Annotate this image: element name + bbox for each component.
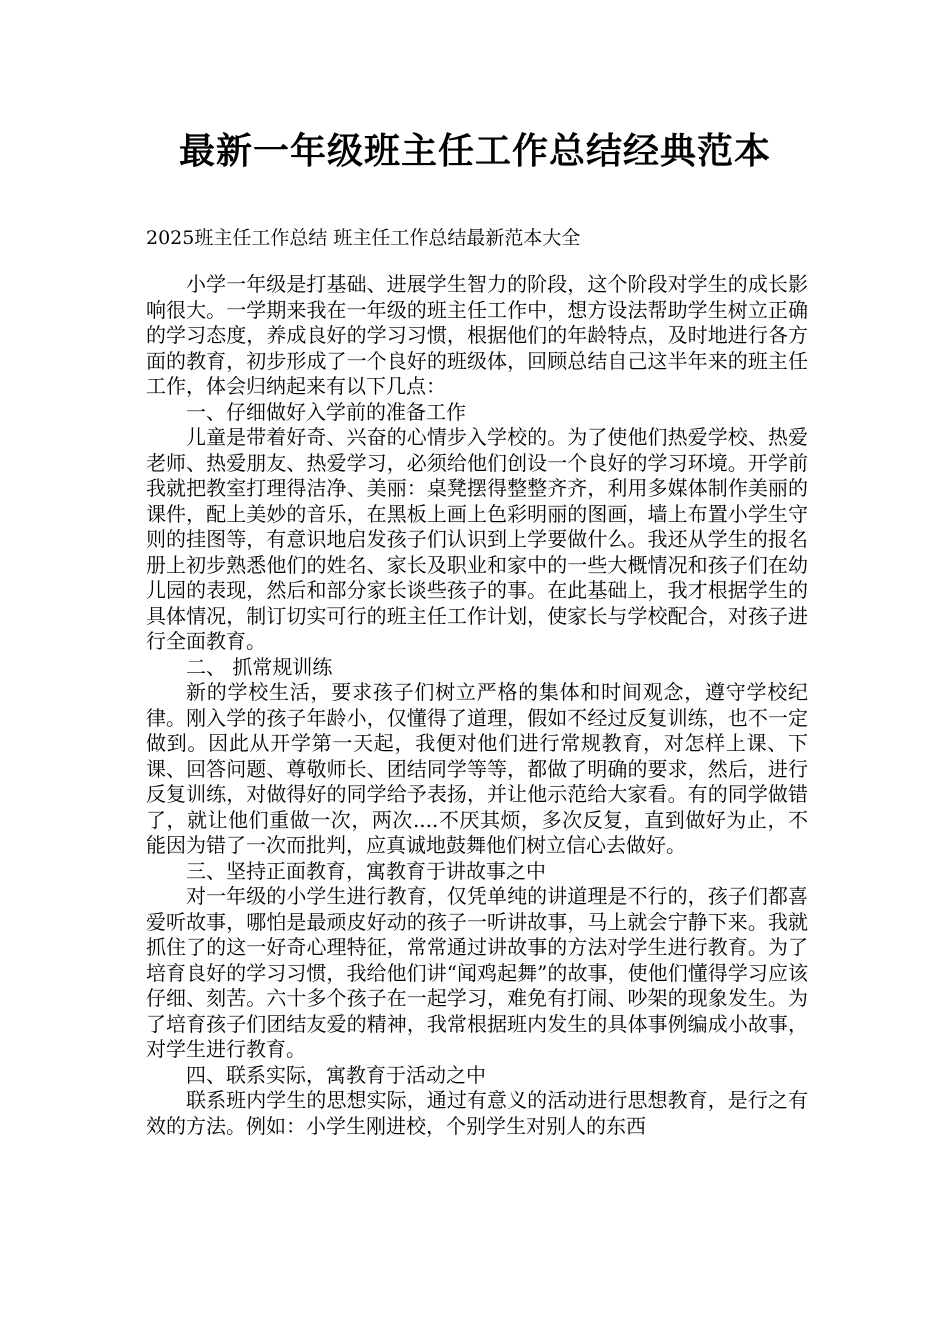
document-subtitle: 2025班主任工作总结 班主任工作总结最新范本大全 [146,227,581,249]
paragraph-intro: 小学一年级是打基础、进展学生智力的阶段，这个阶段对学生的成长影响很大。一学期来我在一年级的班主任工作中，想方设法帮助学生树立正确的学习态度，养成良好的学习习惯，根据他们的年龄特点，及时地进行各方面的教育，初步形成了一个良好的班级体，回顾总结自己这半年来的班主任工作，体会归纳起来有以下几点： [146,272,808,398]
document-title: 最新一年级班主任工作总结经典范本 [178,131,771,172]
section-heading-2: 二、 抓常规训练 [186,654,333,679]
paragraph-section-2: 新的学校生活，要求孩子们树立严格的集体和时间观念，遵守学校纪律。刚入学的孩子年龄小，仅懂得了道理，假如不经过反复训练，也不一定做到。因此从开学第一天起，我便对他们进行常规教育，对怎样上课、下课、回答问题、尊敬师长、团结同学等等，都做了明确的要求，然后，进行反复训练，对做得好的同学给予表扬，并让他示范给大家看。有的同学做错了，就让他们重做一次，两次....不厌其烦，多次反复，直到做好为止，不能因为错了一次而批判，应真诚地鼓舞他们树立信心去做好。 [146,680,808,857]
paragraph-section-4: 联系班内学生的思想实际，通过有意义的活动进行思想教育，是行之有效的方法。例如：小学生刚进校，个别学生对别人的东西 [146,1088,808,1138]
document-body [146,272,808,1139]
section-heading-3: 三、坚持正面教育，寓教育于讲故事之中 [186,858,546,883]
section-heading-4: 四、联系实际，寓教育于活动之中 [186,1062,486,1087]
paragraph-section-3: 对一年级的小学生进行教育，仅凭单纯的讲道理是不行的，孩子们都喜爱听故事，哪怕是最顽皮好动的孩子一听讲故事，马上就会宁静下来。我就抓住了的这一好奇心理特征，常常通过讲故事的方法对学生进行教育。为了培育良好的学习习惯，我给他们讲“闻鸡起舞”的故事，使他们懂得学习应该仔细、刻苦。六十多个孩子在一起学习，难免有打闹、吵架的现象发生。为了培育孩子们团结友爱的精神，我常根据班内发生的具体事例编成小故事，对学生进行教育。 [146,884,808,1061]
section-heading-1: 一、仔细做好入学前的准备工作 [186,399,466,424]
paragraph-section-1: 儿童是带着好奇、兴奋的心情步入学校的。为了使他们热爱学校、热爱老师、热爱朋友、热爱学习，必须给他们创设一个良好的学习环境。开学前我就把教室打理得洁净、美丽：桌凳摆得整整齐齐，利用多媒体制作美丽的课件，配上美妙的音乐，在黑板上画上色彩明丽的图画，墙上布置小学生守则的挂图等，有意识地启发孩子们认识到上学要做什么。我还从学生的报名册上初步熟悉他们的姓名、家长及职业和家中的一些大概情况和孩子们在幼儿园的表现，然后和部分家长谈些孩子的事。在此基础上，我才根据学生的具体情况，制订切实可行的班主任工作计划，使家长与学校配合，对孩子进行全面教育。 [146,425,808,653]
